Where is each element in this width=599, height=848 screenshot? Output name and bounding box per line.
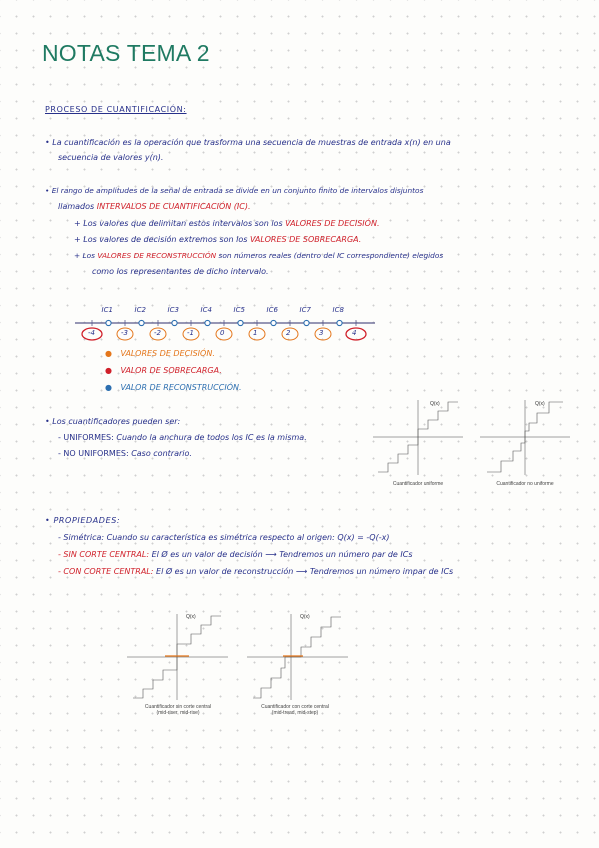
no-center-term: - SIN CORTE CENTRAL:: [58, 550, 150, 559]
blue-dot-icon: ●: [105, 383, 112, 392]
reconstruction-point: [337, 320, 342, 325]
ic-label: IC2: [134, 306, 146, 314]
decision-value-label: 1: [253, 329, 258, 337]
ic-label: IC6: [266, 306, 278, 314]
decision-value-label: 3: [319, 329, 324, 337]
decision-value-label: 0: [220, 329, 225, 337]
ic-label: IC4: [200, 306, 212, 314]
reconstruction-point: [271, 320, 276, 325]
property-no-center: [58, 550, 413, 559]
legend-overload-label: VALOR DE SOBRECARGA.: [120, 366, 222, 375]
reconstruction-point: [304, 320, 309, 325]
fig-caption-uniform: Cuantificador uniforme: [392, 481, 444, 487]
nonuniform-line: [58, 449, 192, 458]
uniform-term: - UNIFORMES:: [58, 433, 114, 442]
center-desc: El Ø es un valor de reconstrucción ⟶ Tendremos un número impar de ICs: [156, 567, 454, 576]
qx-label-mid-rise: Q(x): [186, 614, 196, 620]
bullet-overload: [74, 235, 361, 244]
quantizers-intro: • Los cuantificadores pueden ser:: [45, 417, 181, 426]
ic-label: IC5: [233, 306, 245, 314]
legend-decision: [105, 349, 215, 358]
overload-term: VALORES DE SOBRECARGA.: [249, 235, 362, 244]
center-term: - CON CORTE CENTRAL:: [58, 567, 154, 576]
para1-line2: secuencia de valores y(n).: [58, 153, 164, 162]
decision-value-label: -1: [187, 329, 194, 337]
ic-label: IC7: [299, 306, 311, 314]
reconstruction-term: VALORES DE RECONSTRUCCIÓN: [97, 251, 217, 260]
decision-value-label: 2: [286, 329, 291, 337]
reconstruction-point: [172, 320, 177, 325]
para2-line2-text: llamados: [58, 202, 95, 211]
uniform-desc: Cuando la anchura de todos los IC es la misma.: [116, 433, 307, 442]
legend-decision-label: VALORES DE DECISIÓN.: [120, 349, 215, 358]
decision-value-label: 4: [352, 329, 357, 337]
para2-line2: [58, 202, 251, 211]
bullet-overload-text: + Los valores de decisión extremos son los: [74, 235, 248, 244]
decision-term: VALORES DE DECISIÓN.: [285, 219, 380, 228]
reconstruction-point: [238, 320, 243, 325]
bullet-reconstruction-text-b: son números reales (dentro del IC correspondiente) elegidos: [218, 251, 444, 260]
mid-rise-figure: [125, 612, 230, 702]
ic-term: INTERVALOS DE CUANTIFICACIÓN (IC).: [96, 202, 251, 211]
ic-label: IC3: [167, 306, 179, 314]
qx-label-uniform: Q(x): [430, 401, 440, 407]
fig-caption-mid-tread: [255, 704, 335, 716]
bullet-decision: [74, 219, 379, 228]
bullet-reconstruction-line2: como los representantes de dicho intervalo.: [92, 267, 269, 276]
uniform-quantizer-figure: [368, 397, 468, 477]
uniform-line: [58, 433, 307, 442]
orange-dot-icon: ●: [105, 349, 112, 358]
legend-reconstruction-label: VALOR DE RECONSTRUCCIÓN.: [120, 383, 242, 392]
mid-tread-figure: [245, 612, 350, 702]
fig-caption-mid-tread-2: (mid-tread, mid-step): [271, 710, 319, 716]
para1-line1: • La cuantificación es la operación que trasforma una secuencia de muestras de entrada x(n) en una: [45, 138, 451, 147]
nonuniform-desc: Caso contrario.: [131, 449, 192, 458]
bullet-reconstruction: [74, 251, 443, 260]
bullet-decision-text: + Los valores que delimitan estos intervalos son los: [74, 219, 283, 228]
qx-label-mid-tread: Q(x): [300, 614, 310, 620]
legend-reconstruction: [105, 383, 242, 392]
properties-heading: • PROPIEDADES:: [45, 516, 121, 525]
decision-value-label: -4: [88, 329, 95, 337]
fig-caption-mid-tread-1: Cuantificador con corte central: [261, 704, 329, 710]
nonuniform-term: - NO UNIFORMES:: [58, 449, 129, 458]
red-dot-icon: ●: [105, 366, 112, 375]
fig-caption-nonuniform: Cuantificador no uniforme: [496, 481, 554, 487]
legend-overload: [105, 366, 222, 375]
decision-value-label: -3: [121, 329, 128, 337]
decision-value-label: -2: [154, 329, 161, 337]
para2-line1: • El rango de amplitudes de la señal de entrada se divide en un conjunto finito de intervalos disjuntos: [45, 186, 424, 195]
ic-label: IC1: [101, 306, 113, 314]
qx-label-nonuniform: Q(x): [535, 401, 545, 407]
property-center: [58, 567, 453, 576]
fig-caption-mid-rise-1: Cuantificador sin corte central: [144, 704, 212, 710]
fig-caption-mid-rise-2: (mid-riser, mid-rise): [156, 710, 200, 716]
section-heading: PROCESO DE CUANTIFICACIÓN:: [45, 105, 187, 114]
reconstruction-point: [106, 320, 111, 325]
page-title: NOTAS TEMA 2: [42, 40, 210, 66]
reconstruction-point: [205, 320, 210, 325]
number-line-diagram: [70, 308, 380, 348]
property-symmetric: - Simétrica: Cuando su característica es simétrica respecto al origen: Q(x) = -Q(-x): [58, 533, 390, 542]
bullet-reconstruction-text-a: + Los: [74, 251, 96, 260]
ic-label: IC8: [332, 306, 344, 314]
fig-caption-mid-rise: [138, 704, 218, 716]
reconstruction-point: [139, 320, 144, 325]
nonuniform-quantizer-figure: [475, 397, 575, 477]
no-center-desc: El Ø es un valor de decisión ⟶ Tendremos un número par de ICs: [151, 550, 413, 559]
